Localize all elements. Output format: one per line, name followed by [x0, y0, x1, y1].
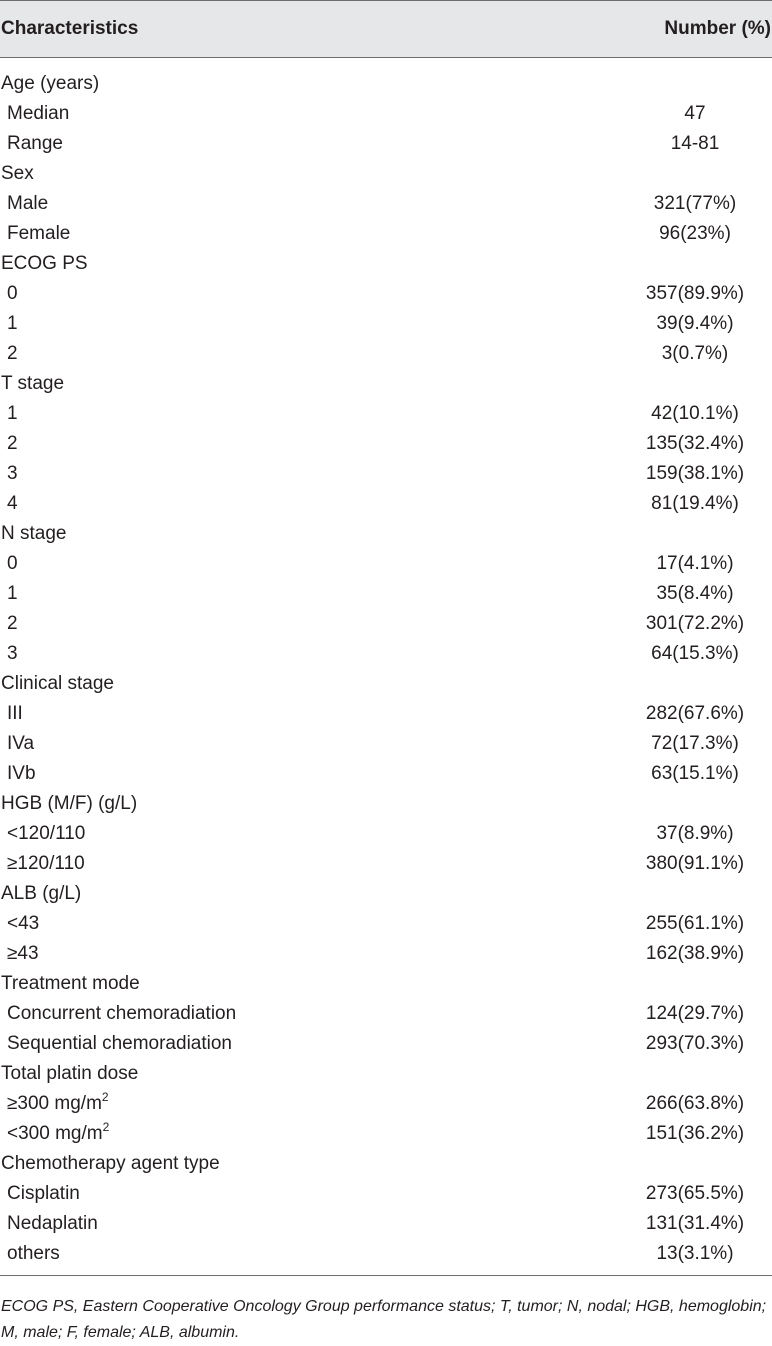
row-label [7, 729, 34, 759]
row-label-text: 3 [7, 463, 18, 484]
group-label [1, 159, 34, 189]
row-label-text: 2 [7, 343, 18, 364]
row-label [7, 699, 23, 729]
row-label [7, 309, 18, 339]
table-row [0, 279, 772, 309]
row-value: 13(3.1%) [656, 1243, 734, 1264]
row-value: 266(63.8%) [645, 1093, 745, 1114]
row-label-text: 1 [7, 313, 18, 334]
row-label-text: 0 [7, 553, 18, 574]
row-value: 282(67.6%) [645, 703, 745, 724]
row-label-text: 1 [7, 403, 18, 424]
row-label-text: ECOG PS [1, 253, 88, 274]
header-characteristics: Characteristics [1, 18, 139, 39]
row-value: 17(4.1%) [656, 553, 734, 574]
table-row [0, 189, 772, 219]
table-row [0, 99, 772, 129]
row-label [7, 1209, 98, 1239]
row-label-superscript: 2 [101, 1090, 109, 1104]
table-group-row [0, 249, 772, 279]
table-group-row [0, 879, 772, 909]
table-row [0, 309, 772, 339]
row-label-text: Chemotherapy agent type [1, 1153, 220, 1174]
row-label [7, 279, 18, 309]
row-label [7, 99, 69, 129]
group-label [1, 1059, 138, 1089]
row-value: 47 [684, 103, 706, 124]
table-row [0, 729, 772, 759]
row-value: 35(8.4%) [656, 583, 734, 604]
row-label-text: ≥43 [7, 943, 39, 964]
row-value: 42(10.1%) [651, 403, 739, 424]
row-label-text: Male [7, 193, 49, 214]
table-row [0, 399, 772, 429]
table-row [0, 219, 772, 249]
table-row [0, 1119, 772, 1149]
row-label-text: 0 [7, 283, 18, 304]
table-header [0, 1, 772, 57]
row-value: 273(65.5%) [645, 1183, 745, 1204]
row-label-text: Concurrent chemoradiation [7, 1003, 237, 1024]
table-group-row [0, 1059, 772, 1089]
table-group-row [0, 969, 772, 999]
table-row [0, 759, 772, 789]
row-label-text: <120/110 [7, 823, 86, 844]
table-row [0, 1209, 772, 1239]
row-label-text: others [7, 1243, 60, 1264]
row-label-text: Sequential chemoradiation [7, 1033, 232, 1054]
row-label-text: Cisplatin [7, 1183, 80, 1204]
row-label [7, 1119, 109, 1149]
row-label-text: Total platin dose [1, 1063, 139, 1084]
table-group-row [0, 519, 772, 549]
table-row [0, 939, 772, 969]
table-group-row [0, 789, 772, 819]
row-label [7, 999, 236, 1029]
row-label [7, 399, 18, 429]
group-label [1, 879, 81, 909]
table-group-row [0, 69, 772, 99]
row-label [7, 189, 48, 219]
row-label-text: Age (years) [1, 73, 100, 94]
row-label-text: Female [7, 223, 71, 244]
row-value: 64(15.3%) [651, 643, 739, 664]
row-value: 380(91.1%) [645, 853, 745, 874]
table-footnote: ECOG PS, Eastern Cooperative Oncology Group performance status; T, tumor; N, nodal; HGB, hemoglobin; M, male; F, female; ALB, albumin. [1, 1298, 767, 1341]
row-value: 301(72.2%) [645, 613, 745, 634]
table-row [0, 429, 772, 459]
table-row [0, 549, 772, 579]
row-label [7, 129, 63, 159]
row-label-superscript: 2 [102, 1120, 110, 1134]
group-label [1, 369, 64, 399]
row-label [7, 819, 85, 849]
row-label [7, 219, 70, 249]
table-row [0, 699, 772, 729]
table-row [0, 1239, 772, 1269]
group-label [1, 69, 99, 99]
row-label-text: Median [7, 103, 70, 124]
row-label [7, 609, 18, 639]
group-label [1, 969, 140, 999]
table-row [0, 849, 772, 879]
table-row [0, 579, 772, 609]
row-value: 81(19.4%) [651, 493, 739, 514]
row-value: 124(29.7%) [645, 1003, 745, 1024]
row-label-text: <43 [7, 913, 40, 934]
table-row [0, 819, 772, 849]
group-label [1, 789, 137, 819]
row-label-text: 3 [7, 643, 18, 664]
row-value: 37(8.9%) [656, 823, 734, 844]
row-label-text: Sex [1, 163, 34, 184]
table-row [0, 1179, 772, 1209]
group-label [1, 519, 66, 549]
row-label [7, 849, 85, 879]
row-value: 39(9.4%) [656, 313, 734, 334]
row-value: 63(15.1%) [651, 763, 739, 784]
row-label [7, 339, 18, 369]
row-label-text: Nedaplatin [7, 1213, 98, 1234]
table-row [0, 489, 772, 519]
row-label-text: Treatment mode [1, 973, 140, 994]
table-body [0, 58, 772, 1275]
row-label-text: T stage [1, 373, 65, 394]
row-value: 321(77%) [653, 193, 737, 214]
row-label [7, 579, 18, 609]
row-label-text: <300 mg/m [7, 1123, 103, 1144]
row-label-text: IVa [7, 733, 35, 754]
row-label-text: Clinical stage [1, 673, 114, 694]
row-label [7, 429, 18, 459]
group-label [1, 669, 114, 699]
row-value: 3(0.7%) [661, 343, 729, 364]
row-value: 293(70.3%) [645, 1033, 745, 1054]
row-value: 14-81 [670, 133, 720, 154]
row-value: 72(17.3%) [651, 733, 739, 754]
row-label [7, 939, 39, 969]
table-row [0, 609, 772, 639]
row-value: 131(31.4%) [645, 1213, 745, 1234]
row-value: 96(23%) [659, 223, 731, 244]
row-value: 357(89.9%) [645, 283, 745, 304]
header-number-percent: Number (%) [664, 18, 771, 39]
table-group-row [0, 669, 772, 699]
row-label-text: 2 [7, 433, 18, 454]
row-label [7, 639, 18, 669]
row-label [7, 759, 36, 789]
table-group-row [0, 369, 772, 399]
row-label-text: 4 [7, 493, 18, 514]
row-label [7, 1239, 60, 1269]
table-row [0, 129, 772, 159]
group-label [1, 249, 88, 279]
table-row [0, 909, 772, 939]
row-value: 151(36.2%) [645, 1123, 745, 1144]
table-group-row [0, 1149, 772, 1179]
row-label-text: Range [7, 133, 63, 154]
row-label-text: IVb [7, 763, 36, 784]
row-label-text: HGB (M/F) (g/L) [1, 793, 138, 814]
row-label [7, 459, 18, 489]
row-value: 159(38.1%) [645, 463, 745, 484]
row-label-text: ≥120/110 [7, 853, 85, 874]
row-label [7, 1179, 80, 1209]
table-row [0, 459, 772, 489]
row-label-text: ALB (g/L) [1, 883, 82, 904]
table-group-row [0, 159, 772, 189]
row-label-text: III [7, 703, 23, 724]
table-row [0, 639, 772, 669]
row-label [7, 1029, 232, 1059]
row-value: 255(61.1%) [645, 913, 745, 934]
row-label-text: 1 [7, 583, 18, 604]
row-label [7, 489, 18, 519]
table-row [0, 999, 772, 1029]
row-label-text: 2 [7, 613, 18, 634]
table-row [0, 1089, 772, 1119]
row-label [7, 1089, 109, 1119]
table-row [0, 339, 772, 369]
bottom-rule [0, 1275, 772, 1276]
row-value: 135(32.4%) [645, 433, 745, 454]
group-label [1, 1149, 220, 1179]
row-label [7, 549, 18, 579]
row-label [7, 909, 39, 939]
row-label-text: ≥300 mg/m [7, 1093, 102, 1114]
table-row [0, 1029, 772, 1059]
row-value: 162(38.9%) [645, 943, 745, 964]
row-label-text: N stage [1, 523, 67, 544]
